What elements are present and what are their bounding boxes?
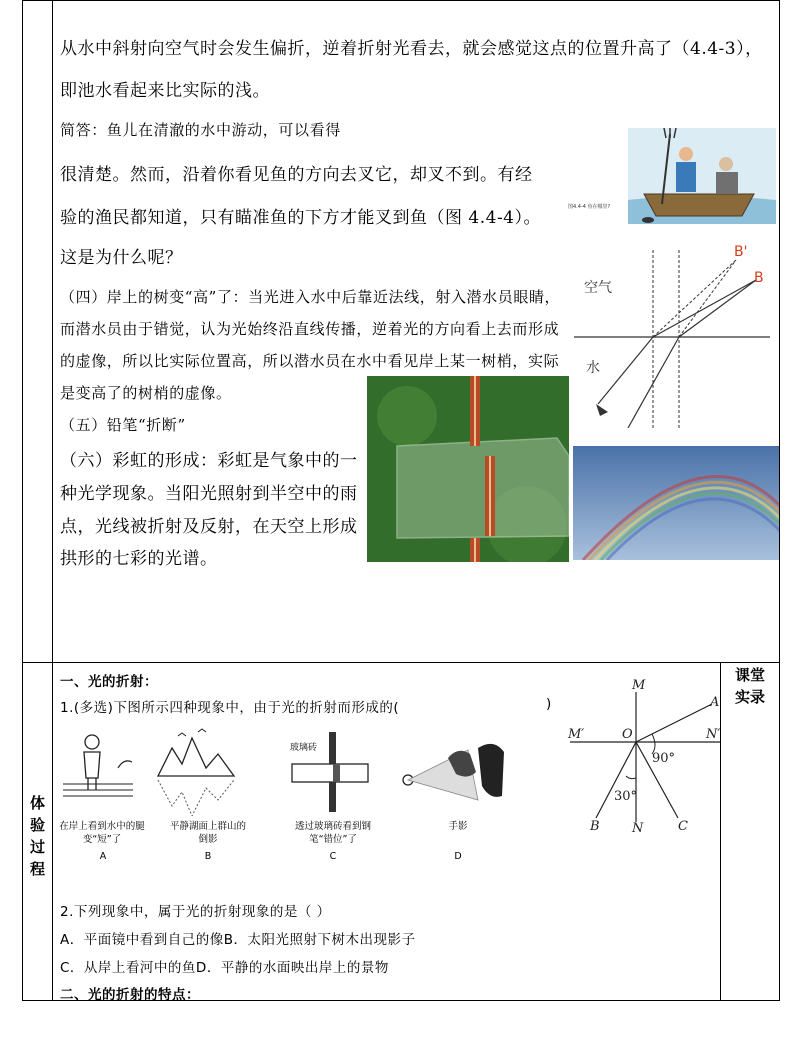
row-label-char: 过 xyxy=(29,838,45,856)
phenomena-figures xyxy=(58,728,508,868)
section1-heading: 一、光的折射： xyxy=(60,674,158,690)
item6-line2: 种光学现象。当阳光照射到半空中的雨 xyxy=(60,484,358,504)
point-b-label: B xyxy=(754,270,764,286)
point-b-prime-label: B' xyxy=(734,244,748,260)
pencil-photo xyxy=(367,376,569,562)
water-label: 水 xyxy=(586,360,600,376)
refraction-diagram xyxy=(574,236,774,436)
glass-brick-tag: 玻璃砖 xyxy=(290,743,318,753)
question2: 2.下列现象中，属于光的折射现象的是（ ） xyxy=(60,904,331,920)
figure-d-letter: D xyxy=(454,851,462,862)
table-border-right xyxy=(779,0,780,1000)
section2-heading: 二、光的折射的特点： xyxy=(60,987,200,1003)
row-label-line: 实录 xyxy=(734,688,765,706)
rainbow-photo xyxy=(573,446,779,560)
fisherman-image xyxy=(566,124,778,232)
row-label-char: 程 xyxy=(29,860,45,878)
figure-a-letter: A xyxy=(99,851,107,862)
column-divider-left xyxy=(52,0,53,1000)
question2-options-ab: A．平面镜中看到自己的像B．太阳光照射下树木出现影子 xyxy=(60,932,416,948)
row-divider xyxy=(22,662,780,663)
row-label-char: 验 xyxy=(29,816,45,834)
label-c: C xyxy=(678,819,688,834)
angle-diagram xyxy=(560,674,720,834)
para3-line4: 是变高了的树梢的虚像。 xyxy=(60,384,232,402)
air-label: 空气 xyxy=(584,280,612,296)
label-30: 30° xyxy=(614,789,638,804)
para3-line3: 的虚像，所以比实际位置高，所以潜水员在水中看见岸上某一树梢，实际 xyxy=(60,352,560,370)
label-n: N xyxy=(632,821,644,834)
table-border-top xyxy=(22,0,780,1)
para2-line3: 验的渔民都知道，只有瞄准鱼的下方才能叉到鱼（图 4.4-4）。 xyxy=(60,208,541,228)
item6-line4: 拱形的七彩的光谱。 xyxy=(60,549,218,569)
figure-b-caption: 平静湖面上群山的倒影 xyxy=(169,821,246,845)
row-label-class-record xyxy=(721,664,779,708)
figure-c-letter: C xyxy=(329,851,337,862)
label-m: M xyxy=(632,678,646,693)
figure-d-caption: 手影 xyxy=(448,821,468,832)
item6-line3: 点，光线被折射及反射，在天空上形成 xyxy=(60,517,358,537)
column-divider-right xyxy=(720,662,721,1000)
para1-line1: 从水中斜射向空气时会发生偏折，逆着折射光看去，就会感觉这点的位置升高了（4.4-3）， xyxy=(60,39,763,59)
question2-options-cd: C．从岸上看河中的鱼D．平静的水面映出岸上的景物 xyxy=(60,960,389,976)
para2-line4: 这是为什么呢？ xyxy=(60,248,183,268)
label-n-prime: N′ xyxy=(706,727,720,742)
row-label-experience-process xyxy=(23,792,52,880)
para1-line2: 即池水看起来比实际的浅。 xyxy=(60,81,270,101)
figure-b-letter: B xyxy=(204,851,212,862)
label-90: 90° xyxy=(652,751,676,766)
item6-line1: （六）彩虹的形成：彩虹是气象中的一 xyxy=(60,451,358,471)
question1: 1.(多选)下图所示四种现象中，由于光的折射而形成的( xyxy=(60,700,400,716)
fish-figure-caption: 图4.4-4 鱼在哪里? xyxy=(568,204,611,210)
label-b: B xyxy=(590,819,600,834)
figure-a-caption: 在岸上看到水中的腿变“短”了 xyxy=(59,821,145,845)
row-label-line: 课堂 xyxy=(734,666,765,684)
para2-line1: 简答：鱼儿在清澈的水中游动，可以看得 xyxy=(60,121,341,139)
question1-close: ) xyxy=(546,696,552,712)
label-o: O xyxy=(622,727,633,742)
label-a: A xyxy=(710,695,720,710)
para2-line2: 很清楚。然而，沿着你看见鱼的方向去叉它，却叉不到。有经 xyxy=(60,165,533,185)
figure-c-caption: 透过玻璃砖看到钢笔“错位”了 xyxy=(294,821,371,845)
para3-line1: （四）岸上的树变“高”了：当光进入水中后靠近法线，射入潜水员眼睛， xyxy=(60,288,561,306)
row-label-char: 体 xyxy=(29,794,45,812)
para3-line2: 而潜水员由于错觉，认为光始终沿直线传播，逆着光的方向看上去而形成 xyxy=(60,320,560,338)
label-m-prime: M′ xyxy=(568,727,585,742)
item5: （五）铅笔“折断” xyxy=(60,416,186,434)
